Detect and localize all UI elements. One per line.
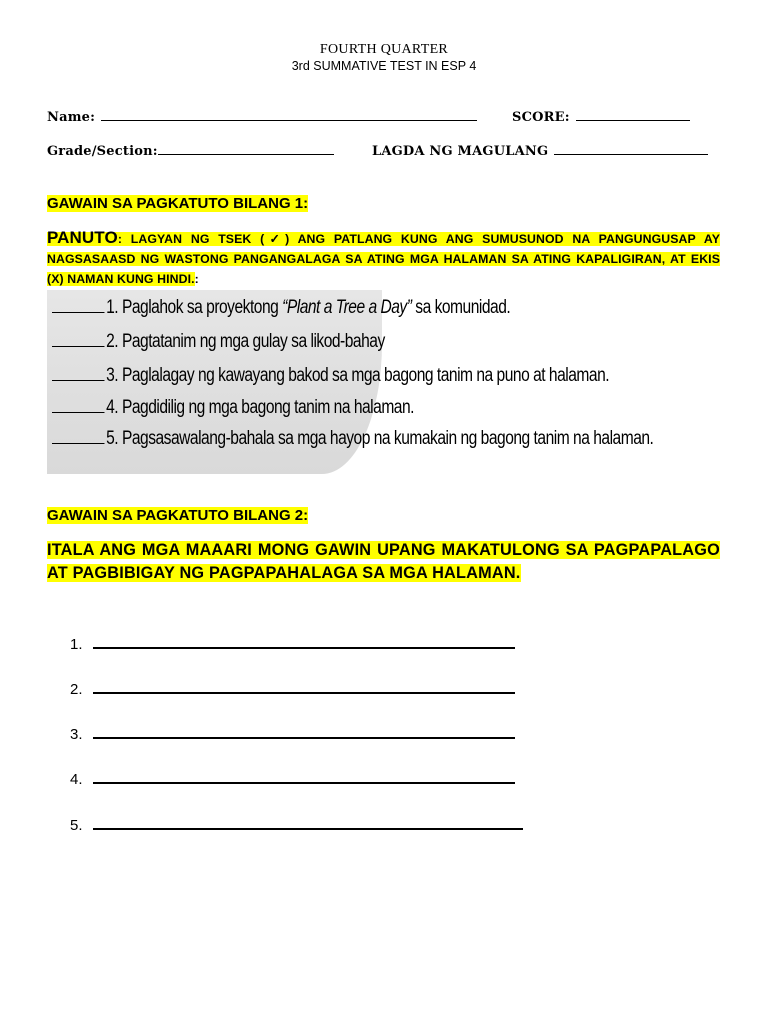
answer-blank[interactable]: [52, 427, 104, 444]
name-label: Name:: [47, 110, 96, 125]
test-subtitle: 3rd SUMMATIVE TEST IN ESP 4: [291, 59, 477, 73]
checklist-item: 5. Pagsasawalang-bahala sa mga hayop na kumakain ng bagong tanim na halaman.: [52, 427, 653, 450]
checklist-item: 4. Pagdidilig ng mga bagong tanim na halaman.: [52, 396, 414, 419]
answer-line-4[interactable]: 4.: [70, 768, 515, 788]
name-field[interactable]: [47, 108, 477, 125]
panuto-instruction: [47, 228, 720, 289]
gawain1-heading: GAWAIN SA PAGKATUTO BILANG 1:: [47, 195, 309, 212]
checklist-item: 1. Paglahok sa proyektong “Plant a Tree a Day” sa komunidad.: [52, 296, 510, 319]
panuto-label: PANUTO: [47, 228, 118, 247]
grade-section-line[interactable]: [158, 142, 334, 155]
grade-section-field[interactable]: [47, 142, 334, 159]
checklist-item: 3. Paglalagay ng kawayang bakod sa mga bagong tanim na puno at halaman.: [52, 364, 609, 387]
grade-section-label: Grade/Section:: [47, 144, 158, 159]
score-line[interactable]: [576, 108, 690, 121]
answer-blank[interactable]: [52, 330, 104, 347]
answer-blank[interactable]: [52, 364, 104, 381]
gawain2-heading: GAWAIN SA PAGKATUTO BILANG 2:: [47, 507, 309, 524]
score-label: SCORE:: [512, 110, 570, 125]
quarter-title: FOURTH QUARTER: [319, 42, 449, 57]
panuto-text: : LAGYAN NG TSEK (✓) ANG PATLANG KUNG ANG SUMUSUNOD NA PANGUNGUSAP AY NAGSASAASD NG WASTONG PANGANGALAGA SA ATING MGA HALAMAN SA ATING KAPALIGIRAN, AT EKIS (X) NAMAN KUNG HINDI.: [47, 232, 720, 286]
answer-line-1[interactable]: 1.: [70, 633, 515, 653]
checklist-item: 2. Pagtatanim ng mga gulay sa likod-bahay: [52, 330, 385, 353]
answer-blank[interactable]: [52, 396, 104, 413]
lagda-label: LAGDA NG MAGULANG: [372, 144, 549, 159]
answer-line-2[interactable]: 2.: [70, 678, 515, 698]
answer-line-3[interactable]: 3.: [70, 723, 515, 743]
answer-line-5[interactable]: 5.: [70, 814, 523, 834]
panuto-end: :: [194, 272, 199, 286]
lagda-line[interactable]: [554, 142, 708, 155]
score-field[interactable]: [512, 108, 690, 125]
name-line[interactable]: [101, 108, 477, 121]
itala-instruction: ITALA ANG MGA MAAARI MONG GAWIN UPANG MAKATULONG SA PAGPAPALAGO AT PAGBIBIGAY NG PAGPAPAHALAGA SA MGA HALAMAN.: [47, 541, 720, 582]
lagda-field[interactable]: [372, 142, 708, 159]
answer-blank[interactable]: [52, 296, 104, 313]
